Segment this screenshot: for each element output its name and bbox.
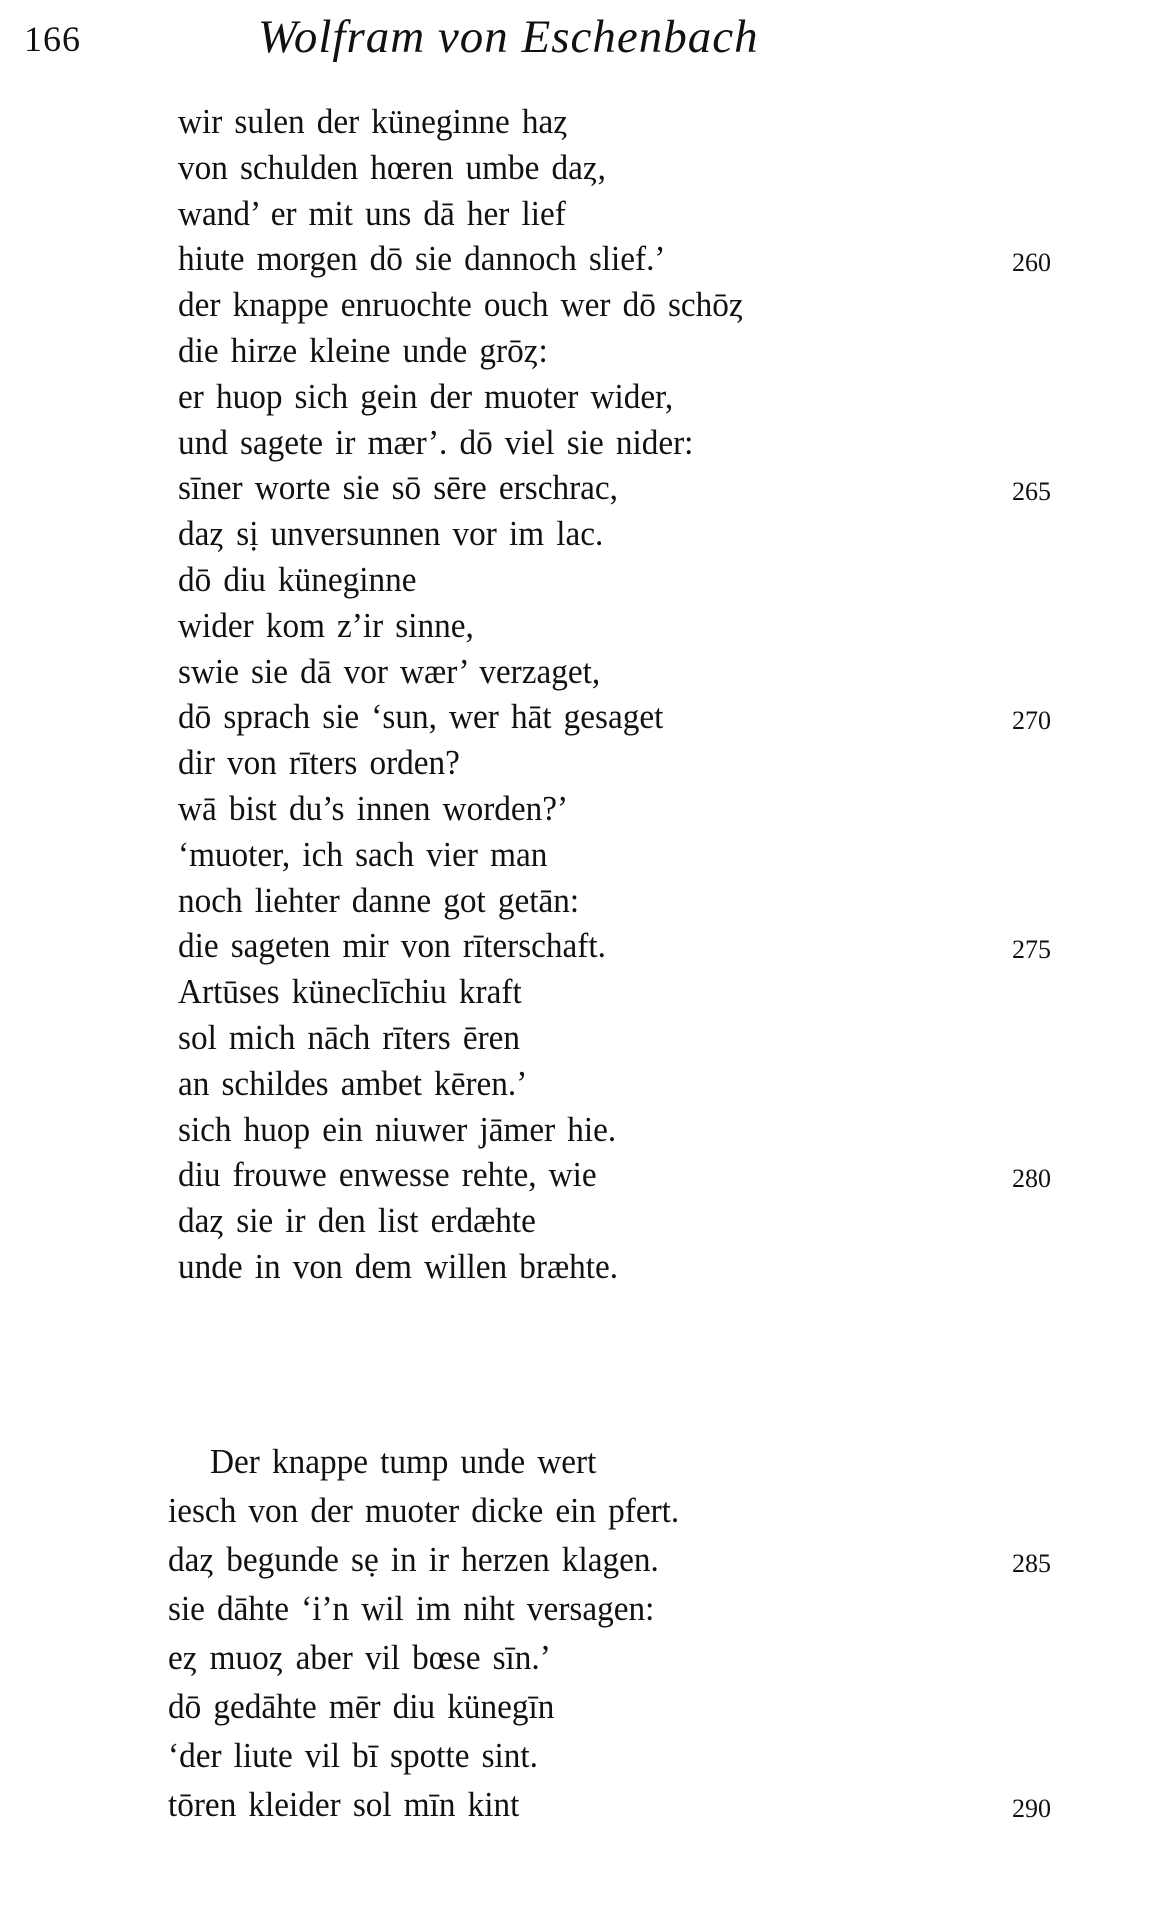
verse-line (0, 923, 1156, 969)
verse-text: daȥ sie ir den list erdæhte (178, 1201, 536, 1241)
verse-line (0, 1780, 1156, 1829)
verse-line (0, 374, 1156, 420)
line-number: 275 (1012, 935, 1051, 965)
verse-line (0, 191, 1156, 237)
verse-text: wā bist du’s innen worden?’ (178, 788, 569, 828)
verse-text: der knappe enruochte ouch wer dō schōȥ (178, 285, 744, 325)
verse-text: iesch von der muoter dicke ein pfert. (168, 1491, 680, 1530)
verse-text: an schildes ambet kēren.’ (178, 1063, 528, 1103)
verse-line (0, 740, 1156, 786)
verse-line (0, 603, 1156, 649)
verse-line (0, 878, 1156, 924)
verse-line (0, 1486, 1156, 1535)
stanza-2 (0, 1437, 1156, 1829)
verse-line (0, 1152, 1156, 1198)
verse-text: Artūses küneclīchiu kraft (178, 972, 522, 1012)
verse-text: Der knappe tump unde wert (210, 1442, 597, 1481)
line-number: 280 (1012, 1164, 1051, 1194)
verse-text: swie sie dā vor wær’ verzaget, (178, 651, 601, 691)
verse-text: die hirze kleine unde grōȥ: (178, 330, 548, 370)
verse-text: unde in von dem willen bræhte. (178, 1246, 619, 1286)
verse-text: ‘muoter, ich sach vier man (178, 834, 548, 874)
verse-text: wider kom z’ir sinne, (178, 605, 474, 645)
verse-text: tōren kleider sol mīn kint (168, 1785, 520, 1824)
verse-text: hiute morgen dō sie dannoch slief.’ (178, 239, 666, 279)
verse-text: sīner worte sie sō sēre erschrac, (178, 468, 618, 508)
verse-text: daȥ begunde sẹ in ir herzen klagen. (168, 1540, 659, 1579)
verse-text: sie dāhte ‘i’n wil im niht versagen: (168, 1589, 655, 1628)
line-number: 265 (1012, 477, 1051, 507)
verse-line (0, 1107, 1156, 1153)
verse-line (0, 832, 1156, 878)
line-number: 290 (1012, 1794, 1051, 1823)
verse-line (0, 557, 1156, 603)
verse-line (0, 1633, 1156, 1682)
verse-text: dō sprach sie ‘sun, wer hāt gesaget (178, 697, 664, 737)
stanza-1 (0, 99, 1156, 1290)
verse-line (0, 465, 1156, 511)
verse-line (0, 649, 1156, 695)
verse-line (0, 1731, 1156, 1780)
verse-line (0, 1244, 1156, 1290)
line-number: 260 (1012, 248, 1051, 278)
verse-text: und sagete ir mær’. dō viel sie nider: (178, 422, 694, 462)
verse-line (0, 1437, 1156, 1486)
verse-line (0, 694, 1156, 740)
verse-line (0, 99, 1156, 145)
verse-text: sol mich nāch rīters ēren (178, 1017, 521, 1057)
verse-text: dō diu küneginne (178, 559, 417, 599)
verse-text: eȥ muoȥ aber vil bœse sīn.’ (168, 1638, 551, 1677)
verse-text: wand’ er mit uns dā her lief (178, 193, 566, 233)
line-number: 270 (1012, 706, 1051, 736)
verse-line (0, 786, 1156, 832)
verse-line (0, 420, 1156, 466)
verse-line (0, 1535, 1156, 1584)
verse-line (0, 1584, 1156, 1633)
verse-line (0, 511, 1156, 557)
verse-line (0, 969, 1156, 1015)
verse-text: diu frouwe enwesse rehte, wie (178, 1155, 597, 1195)
verse-line (0, 145, 1156, 191)
verse-line (0, 1682, 1156, 1731)
verse-text: dir von rīters orden? (178, 743, 460, 783)
page-number: 166 (24, 19, 81, 59)
verse-text: noch liehter danne got getān: (178, 880, 580, 920)
verse-line (0, 236, 1156, 282)
verse-line (0, 1061, 1156, 1107)
verse-text: dō gedāhte mēr diu künegīn (168, 1687, 555, 1726)
verse-line (0, 282, 1156, 328)
running-title: Wolfram von Eschenbach (258, 11, 759, 63)
verse-text: er huop sich gein der muoter wider, (178, 376, 674, 416)
verse-text: die sageten mir von rīterschaft. (178, 926, 606, 966)
verse-text: ‘der liute vil bī spotte sint. (168, 1736, 538, 1775)
verse-text: daȥ sị unversunnen vor im lac. (178, 514, 604, 554)
verse-line (0, 1015, 1156, 1061)
verse-line (0, 1198, 1156, 1244)
verse-text: wir sulen der küneginne haȥ (178, 102, 569, 141)
verse-text: von schulden hœren umbe daȥ, (178, 147, 606, 187)
verse-line (0, 328, 1156, 374)
verse-text: sich huop ein niuwer jāmer hie. (178, 1109, 617, 1149)
line-number: 285 (1012, 1549, 1051, 1578)
